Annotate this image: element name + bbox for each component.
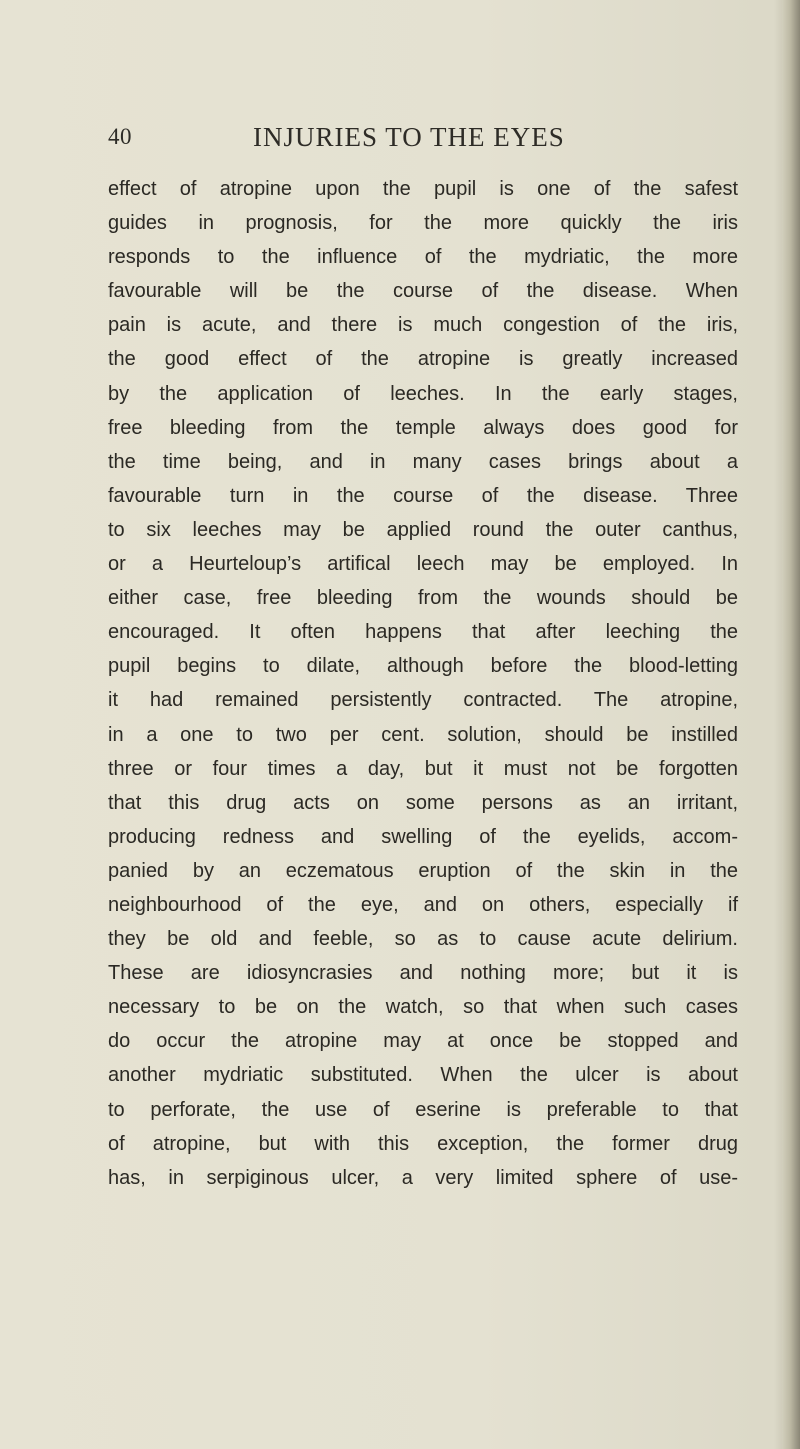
text-line: encouraged. It often happens that after leeching the: [108, 621, 738, 644]
text-line: in a one to two per cent. solution, should be instilled: [108, 723, 738, 746]
text-line: pupil begins to dilate, although before the blood-letting: [108, 655, 738, 678]
text-line: neighbourhood of the eye, and on others, especially if: [108, 893, 738, 916]
text-line: the good effect of the atropine is greatly increased: [108, 348, 738, 371]
running-title: INJURIES TO THE EYES: [253, 122, 565, 152]
text-line: free bleeding from the temple always does good for: [108, 416, 738, 439]
text-line: three or four times a day, but it must not be forgotten: [108, 757, 738, 780]
text-line: responds to the influence of the mydriatic, the more: [108, 246, 738, 269]
page-number: 40: [108, 124, 132, 149]
text-line: or a Heurteloup’s artifical leech may be employed. In: [108, 553, 738, 576]
page-edge: [782, 0, 800, 1449]
running-head: [108, 120, 748, 154]
text-line: favourable will be the course of the disease. When: [108, 280, 738, 303]
text-line: either case, free bleeding from the wounds should be: [108, 587, 738, 610]
text-line: by the application of leeches. In the early stages,: [108, 382, 738, 405]
text-line: guides in prognosis, for the more quickly the iris: [108, 212, 738, 235]
text-line: that this drug acts on some persons as an irritant,: [108, 791, 738, 814]
text-line: they be old and feeble, so as to cause acute delirium.: [108, 928, 738, 951]
text-line: to perforate, the use of eserine is preferable to that: [108, 1098, 738, 1121]
text-line: of atropine, but with this exception, the former drug: [108, 1132, 738, 1155]
text-line: do occur the atropine may at once be stopped and: [108, 1030, 738, 1053]
text-line: producing redness and swelling of the eyelids, accom-: [108, 825, 738, 848]
text-line: it had remained persistently contracted. The atropine,: [108, 689, 738, 712]
text-line: effect of atropine upon the pupil is one of the safest: [108, 178, 738, 200]
text-line: necessary to be on the watch, so that when such cases: [108, 996, 738, 1019]
text-line: to six leeches may be applied round the outer canthus,: [108, 518, 738, 541]
body-text: [108, 172, 738, 1195]
text-line: the time being, and in many cases brings about a: [108, 450, 738, 473]
text-line: pain is acute, and there is much congestion of the iris,: [108, 314, 738, 337]
text-line: panied by an eczematous eruption of the skin in the: [108, 859, 738, 882]
text-line: These are idiosyncrasies and nothing more; but it is: [108, 962, 738, 985]
text-line: favourable turn in the course of the disease. Three: [108, 484, 738, 507]
page-edge-shadow: [774, 0, 782, 1449]
text-line: has, in serpiginous ulcer, a very limited sphere of use-: [108, 1166, 738, 1189]
text-line: another mydriatic substituted. When the ulcer is about: [108, 1064, 738, 1087]
